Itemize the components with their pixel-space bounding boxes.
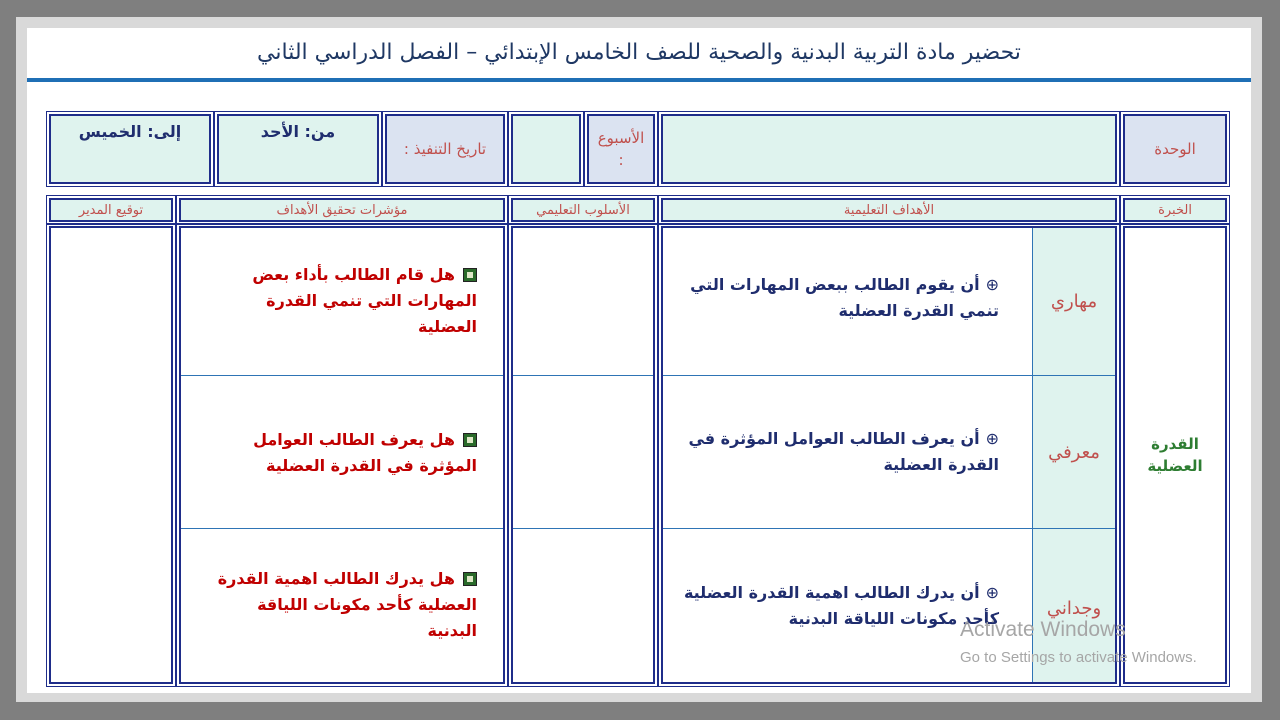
row-divider <box>181 375 503 376</box>
unit-label-cell <box>1123 114 1227 184</box>
col-method: الأسلوب التعليمي <box>511 198 655 222</box>
date-label: تاريخ التنفيذ : <box>403 140 487 158</box>
col-experience: الخبرة <box>1123 198 1227 222</box>
week-label-cell <box>587 114 655 184</box>
col-principal-signature: توقيع المدير <box>49 198 173 222</box>
week-value-cell[interactable] <box>511 114 581 184</box>
square-bullet-icon <box>463 268 477 282</box>
date-label-cell <box>385 114 505 184</box>
row-type: مهاري <box>1050 291 1098 312</box>
experience-value: القدرة العضلية <box>1147 435 1203 475</box>
row-type: وجداني <box>1046 597 1102 619</box>
col-objectives: الأهداف التعليمية <box>661 198 1117 222</box>
circle-plus-icon: ⊕ <box>985 429 999 448</box>
week-value <box>513 116 579 182</box>
to-day-cell <box>49 114 211 184</box>
week-label: الأسبوع : <box>597 129 645 169</box>
row-divider <box>513 528 653 529</box>
unit-value <box>663 116 1115 182</box>
document-page <box>27 28 1251 693</box>
row-objective: ⊕أن يدرك الطالب اهمية القدرة العضلية كأحد مكونات اللياقة البدنية <box>683 583 999 628</box>
row-divider <box>181 528 503 529</box>
to-day: إلى: الخميس <box>78 122 182 141</box>
principal-signature-cell[interactable] <box>49 226 173 684</box>
experience-cell <box>1123 226 1227 684</box>
row-indicator: هل يدرك الطالب اهمية القدرة العضلية كأحد مكونات اللياقة البدنية <box>217 569 477 640</box>
col-indicators: مؤشرات تحقيق الأهداف <box>179 198 505 222</box>
title-rule <box>27 78 1251 82</box>
square-bullet-icon <box>463 433 477 447</box>
row-objective: ⊕أن يقوم الطالب ببعض المهارات التي تنمي القدرة العضلية <box>690 275 999 320</box>
from-day: من: الأحد <box>260 122 336 141</box>
row-indicator: هل يعرف الطالب العوامل المؤثرة في القدرة العضلية <box>253 430 477 475</box>
row-indicator: هل قام الطالب بأداء بعض المهارات التي تنمي القدرة العضلية <box>252 265 477 336</box>
row-divider <box>663 528 1115 529</box>
square-bullet-icon <box>463 572 477 586</box>
from-day-cell <box>217 114 379 184</box>
circle-plus-icon: ⊕ <box>985 275 999 294</box>
unit-label: الوحدة <box>1154 140 1196 158</box>
activate-windows-subtitle: Go to Settings to activate Windows. <box>960 649 1197 666</box>
row-objective: ⊕أن يعرف الطالب العوامل المؤثرة في القدرة العضلية <box>688 429 999 474</box>
row-divider <box>513 375 653 376</box>
document-title: تحضير مادة التربية البدنية والصحية للصف الخامس الإبتدائي – الفصل الدراسي الثاني <box>257 40 1021 65</box>
method-cell[interactable] <box>511 226 655 684</box>
unit-value-cell[interactable] <box>661 114 1117 184</box>
circle-plus-icon: ⊕ <box>985 583 999 602</box>
activate-windows-title: Activate Windows <box>960 618 1126 641</box>
row-type: معرفي <box>1048 441 1100 463</box>
